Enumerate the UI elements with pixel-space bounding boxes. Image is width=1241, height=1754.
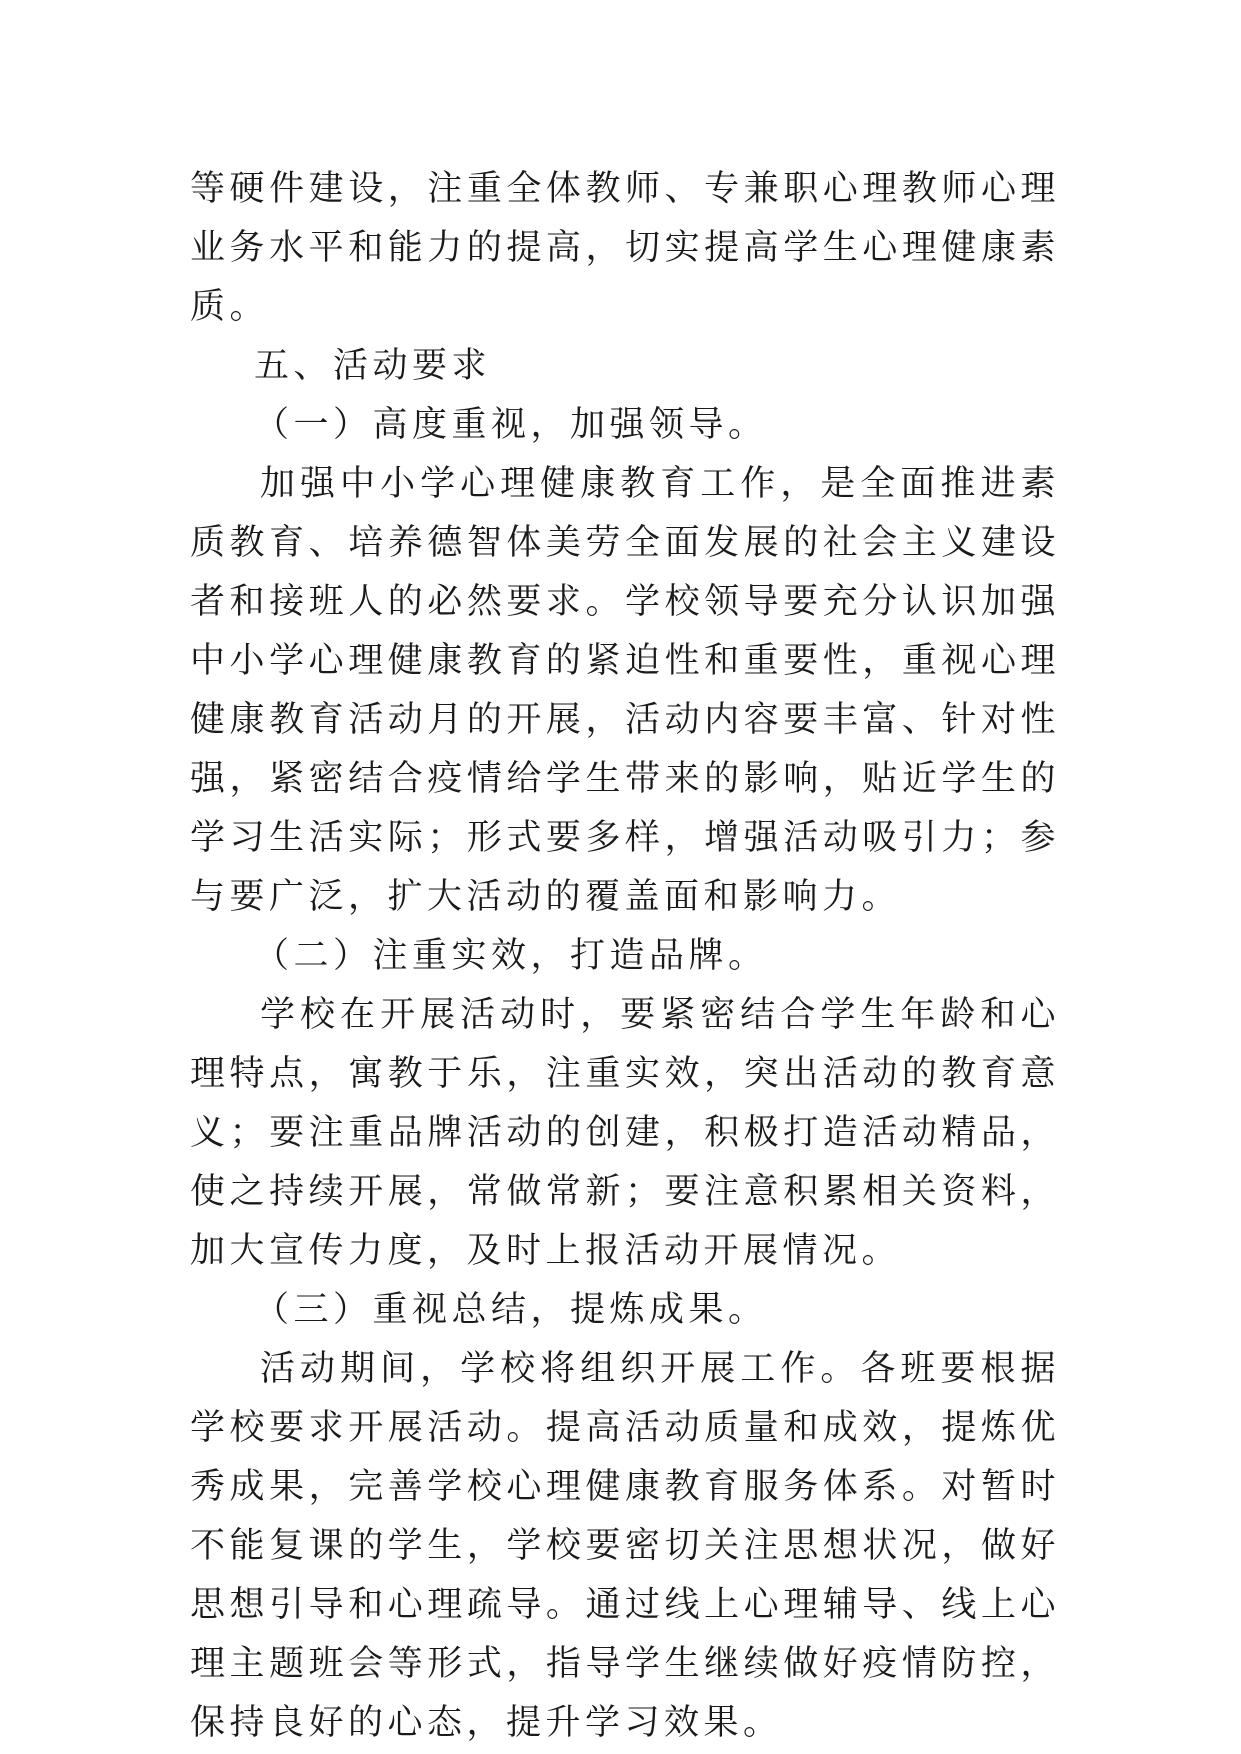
document-page: [190, 160, 1060, 1753]
subsection-heading-3: （三）重视总结，提炼成果。: [254, 1290, 768, 1330]
section-title: 五、活动要求: [254, 346, 492, 386]
subsection-body-3: 活动期间，学校将组织开展工作。各班要根据学校要求开展活动。提高活动质量和成效，提炼优秀成果，完善学校心理健康教育服务体系。对暂时不能复课的学生，学校要密切关注思想状况，做好思想引导和心理疏导。通过线上心理辅导、线上心理主题班会等形式，指导学生继续做好疫情防控，保持良好的心态，提升学习效果。: [190, 1349, 1060, 1743]
subsection-body-2: 学校在开展活动时，要紧密结合学生年龄和心理特点，寓教于乐，注重实效，突出活动的教育意义；要注重品牌活动的创建，积极打造活动精品，使之持续开展，常做常新；要注意积累相关资料，加大宣传力度，及时上报活动开展情况。: [190, 995, 1060, 1271]
subsection-body-1: 加强中小学心理健康教育工作，是全面推进素质教育、培养德智体美劳全面发展的社会主义建设者和接班人的必然要求。学校领导要充分认识加强中小学心理健康教育的紧迫性和重要性，重视心理健康教育活动月的开展，活动内容要丰富、针对性强，紧密结合疫情给学生带来的影响，贴近学生的学习生活实际；形式要多样，增强活动吸引力；参与要广泛，扩大活动的覆盖面和影响力。: [190, 464, 1060, 917]
subsection-heading-1: （一）高度重视，加强领导。: [254, 405, 768, 445]
continuation-paragraph: 等硬件建设，注重全体教师、专兼职心理教师心理业务水平和能力的提高，切实提高学生心理健康素质。: [190, 169, 1060, 327]
subsection-heading-2: （二）注重实效，打造品牌。: [254, 936, 768, 976]
